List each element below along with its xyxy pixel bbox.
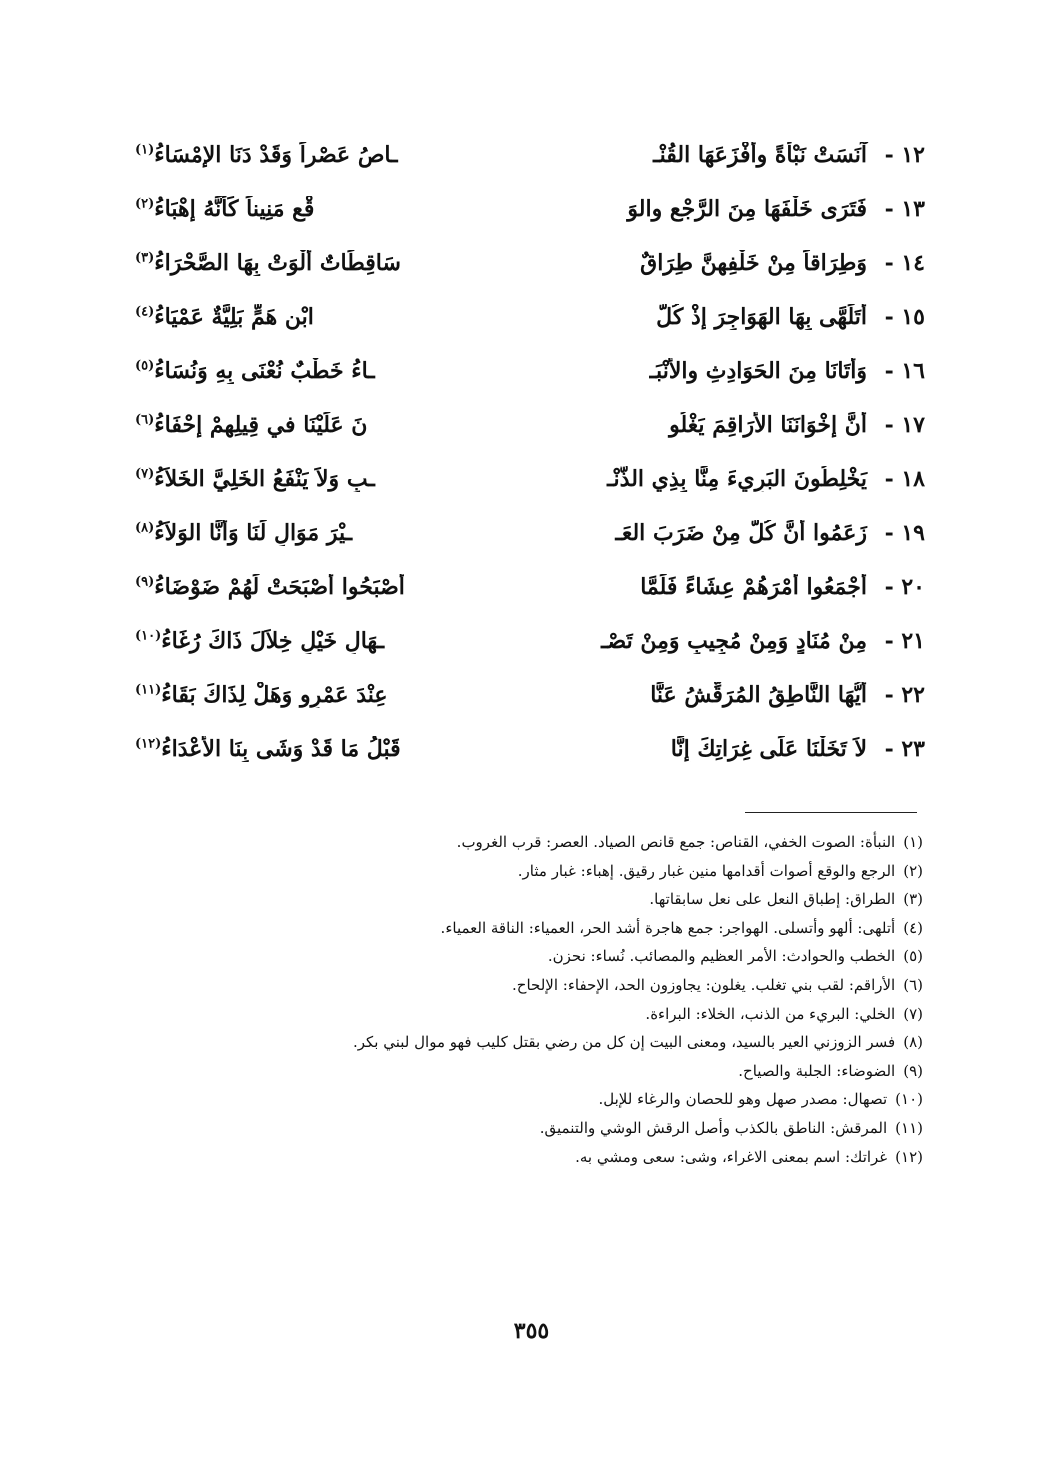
footnote-text: أتلهى: ألهو وأتسلى. الهواجر: جمع هاجرة أشد الحر، العمياء: الناقة العمياء. bbox=[440, 918, 896, 937]
verse-line bbox=[135, 344, 925, 398]
footnote-ref: (٣) bbox=[135, 250, 155, 266]
verse-first-hemistich bbox=[550, 628, 925, 654]
verse-sadr-text: آنَسَتْ نَبْأَةً وأَفْزَعَهَا القُنْـ bbox=[653, 142, 867, 168]
verse-ajz-text: ـهَالِ خَيْلٍ خِلاَلَ ذَاكَ رُغَاءُ bbox=[161, 628, 385, 654]
footnote bbox=[123, 828, 923, 857]
footnote-number: (٩) bbox=[903, 1061, 923, 1080]
footnote-number: (١) bbox=[903, 833, 923, 851]
verse-line bbox=[135, 182, 925, 236]
footnote-text: غراتك: اسم بمعنى الاغراء، وشى: سعى ومشي به. bbox=[575, 1147, 888, 1166]
verse-line bbox=[135, 668, 925, 722]
verse-sadr-text: زَعَمُوا أَنَّ كُلَّ مِنْ ضَرَبَ العَـ bbox=[615, 520, 867, 546]
verse-number: ١٧ - bbox=[884, 412, 925, 438]
footnote-text: النبأة: الصوت الخفي، القناص: جمع قانص الصياد. العصر: قرب الغروب. bbox=[456, 833, 896, 851]
footnote-ref: (٤) bbox=[135, 304, 155, 320]
verse-first-hemistich bbox=[550, 520, 925, 546]
footnotes bbox=[123, 828, 923, 1171]
verse-line bbox=[135, 452, 925, 506]
verse-second-hemistich bbox=[135, 142, 515, 168]
footnote-ref: (٢) bbox=[135, 196, 155, 212]
footnote-ref: (٩) bbox=[135, 574, 155, 590]
footnote bbox=[123, 914, 923, 943]
verse-line bbox=[135, 614, 925, 668]
footnote-number: (٥) bbox=[903, 947, 923, 966]
footnote-ref: (٥) bbox=[135, 358, 155, 374]
verse-number: ٢١ - bbox=[884, 628, 925, 654]
verse-second-hemistich bbox=[135, 682, 515, 708]
footnote-number: (١١) bbox=[895, 1118, 923, 1137]
footnote-divider bbox=[745, 812, 917, 813]
verse-first-hemistich bbox=[550, 304, 925, 330]
verse-number: ١٤ - bbox=[884, 250, 925, 276]
verse-ajz-text: ابْنِ هَمٍّ بَلِيَّةٌ عَمْيَاءُ bbox=[154, 304, 314, 330]
footnote-ref: (١٢) bbox=[135, 736, 162, 752]
verse-line bbox=[135, 722, 925, 776]
footnote-text: الخطب والحوادث: الأمر العظيم والمصائب. نُساء: نحزن. bbox=[547, 947, 896, 966]
verse-sadr-text: أَنَّ إِخْوَانَنَا الأَرَاقِمَ يَغْلُو bbox=[669, 412, 867, 438]
footnote bbox=[123, 885, 923, 914]
verse-number: ١٣ - bbox=[884, 196, 925, 222]
footnote-number: (٦) bbox=[903, 975, 923, 994]
footnote-text: فسر الزوزني العير بالسيد، ومعنى البيت إن كل من رضي بقتل كليب فهو موال لبني بكر. bbox=[352, 1033, 896, 1052]
footnote-number: (٨) bbox=[903, 1033, 923, 1052]
verse-ajz-text: ـيْرَ مَوَالٍ لَنَا وَأَنَّا الوَلاَءُ bbox=[154, 520, 353, 546]
verse-ajz-text: عِنْدَ عَمْرٍو وَهَلْ لِذَاكَ بَقَاءُ bbox=[161, 682, 388, 708]
verse-number: ٢٣ - bbox=[884, 736, 925, 762]
footnote-text: الضوضاء: الجلبة والصياح. bbox=[738, 1061, 896, 1080]
footnote-text: المرقش: الناطق بالكذب وأصل الرقش الوشي والتنميق. bbox=[539, 1118, 888, 1137]
verse-first-hemistich bbox=[550, 736, 925, 762]
verse-second-hemistich bbox=[135, 196, 515, 222]
verse-sadr-text: أَتَلَهَّى بِهَا الهَوَاجِرَ إِذْ كُلُّ bbox=[656, 304, 867, 330]
footnote-text: تصهال: مصدر صهل وهو للحصان والرغاء للإبل. bbox=[598, 1090, 888, 1109]
verse-sadr-text: يَخْلِطُونَ البَرِيءَ مِنَّا بِذِي الذَّنْـ bbox=[607, 466, 867, 492]
verse-sadr-text: فَتَرَى خَلْفَهَا مِنَ الرَّجْعِ والوَ bbox=[627, 196, 867, 222]
verse-second-hemistich bbox=[135, 466, 515, 492]
verse-line bbox=[135, 236, 925, 290]
footnote bbox=[123, 1114, 923, 1143]
verse-ajz-text: قْعِ مَنِيناً كَأَنَّهُ إهْبَاءُ bbox=[154, 196, 315, 222]
verse-number: ١٢ - bbox=[884, 142, 925, 168]
verse-first-hemistich bbox=[550, 196, 925, 222]
footnote-number: (٣) bbox=[903, 890, 923, 909]
footnote bbox=[123, 1057, 923, 1086]
verse-first-hemistich bbox=[550, 250, 925, 276]
verse-ajz-text: ـاصُ عَصْراً وَقَدْ دَنَا الإِمْسَاءُ bbox=[154, 142, 398, 168]
verse-ajz-text: نَ عَلَيْنَا في قِيلِهِمْ إِحْفَاءُ bbox=[154, 412, 368, 438]
verse-sadr-text: لاَ تَخَلْنَا عَلَى غِرَاتِكَ إِنَّا bbox=[670, 736, 867, 762]
verse-first-hemistich bbox=[550, 142, 925, 168]
verse-first-hemistich bbox=[550, 358, 925, 384]
verse-ajz-text: ـبِ وَلاَ يَنْفَعُ الخَلِيَّ الخَلاَءُ bbox=[154, 466, 375, 492]
footnote bbox=[123, 1143, 923, 1172]
verse-ajz-text: قَبْلُ مَا قَدْ وَشَى بِنَا الأَعْدَاءُ bbox=[161, 736, 401, 762]
footnote bbox=[123, 971, 923, 1000]
footnote bbox=[123, 1028, 923, 1057]
verse-number: ١٥ - bbox=[884, 304, 925, 330]
verse-second-hemistich bbox=[135, 250, 515, 276]
verse-first-hemistich bbox=[550, 466, 925, 492]
footnote-number: (١٠) bbox=[895, 1090, 923, 1109]
footnote-text: الطراق: إطباق النعل على نعل سابقاتها. bbox=[649, 890, 896, 909]
footnote bbox=[123, 857, 923, 886]
footnote-text: الأراقم: لقب بني تغلب. يغلون: يجاوزون الحد، الإحفاء: الإلحاح. bbox=[512, 975, 896, 994]
verse-line bbox=[135, 560, 925, 614]
verse-first-hemistich bbox=[550, 412, 925, 438]
footnote-text: الخلي: البريء من الذنب، الخلاء: البراءة. bbox=[645, 1004, 896, 1023]
verse-second-hemistich bbox=[135, 628, 515, 654]
verse-ajz-text: أَصْبَحُوا أَصْبَحَتْ لَهُمْ ضَوْضَاءُ bbox=[154, 574, 405, 600]
footnote-ref: (١٠) bbox=[135, 628, 162, 644]
verse-sadr-text: أَيُّهَا النَّاطِقُ المُرَقِّشُ عَنَّا bbox=[650, 682, 867, 708]
footnote-number: (٧) bbox=[903, 1004, 923, 1023]
verse-second-hemistich bbox=[135, 736, 515, 762]
page-number: ٣٥٥ bbox=[513, 1318, 550, 1344]
verse-number: ١٨ - bbox=[884, 466, 925, 492]
verse-second-hemistich bbox=[135, 304, 515, 330]
footnote bbox=[123, 1000, 923, 1029]
verse-first-hemistich bbox=[550, 574, 925, 600]
verse-line bbox=[135, 398, 925, 452]
footnote-ref: (٧) bbox=[135, 466, 155, 482]
verse-sadr-text: أَجْمَعُوا أَمْرَهُمْ عِشَاءً فَلَمَّا bbox=[640, 574, 867, 600]
footnote-text: الرجع والوقع أصوات أقدامها منين غبار رقيق. إهباء: غبار مثار. bbox=[517, 861, 896, 880]
verse-second-hemistich bbox=[135, 358, 515, 384]
footnote-ref: (٦) bbox=[135, 412, 155, 428]
verse-second-hemistich bbox=[135, 574, 515, 600]
verse-line bbox=[135, 290, 925, 344]
footnote-ref: (١١) bbox=[135, 682, 162, 698]
verse-ajz-text: ـاءُ خَطْبٌ نُعْنَى بِهِ وَنُسَاءُ bbox=[154, 358, 375, 384]
verse-line bbox=[135, 506, 925, 560]
verse-ajz-text: سَاقِطَاتٌ أَلْوَتْ بِهَا الصَّحْرَاءُ bbox=[154, 250, 401, 276]
footnote-number: (١٢) bbox=[895, 1147, 923, 1166]
verse-sadr-text: وَطِرَاقاً مِنْ خَلْفِهِنَّ طِرَاقٌ bbox=[640, 250, 867, 276]
verse-sadr-text: وَأَتَانَا مِنَ الحَوَادِثِ والأَنْبَـ bbox=[649, 358, 867, 384]
verse-second-hemistich bbox=[135, 412, 515, 438]
poem-verses bbox=[135, 128, 925, 776]
verse-sadr-text: مِنْ مُنَادٍ وَمِنْ مُجِيبٍ وَمِنْ تَصْـ bbox=[601, 628, 867, 654]
footnote-ref: (١) bbox=[135, 142, 155, 158]
verse-number: ٢٠ - bbox=[884, 574, 925, 600]
footnote-ref: (٨) bbox=[135, 520, 155, 536]
footnote-number: (٤) bbox=[903, 918, 923, 937]
footnote bbox=[123, 1085, 923, 1114]
verse-number: ١٦ - bbox=[884, 358, 925, 384]
verse-line bbox=[135, 128, 925, 182]
footnote-number: (٢) bbox=[903, 861, 923, 880]
verse-number: ٢٢ - bbox=[884, 682, 925, 708]
verse-number: ١٩ - bbox=[884, 520, 925, 546]
footnote bbox=[123, 942, 923, 971]
verse-second-hemistich bbox=[135, 520, 515, 546]
verse-first-hemistich bbox=[550, 682, 925, 708]
